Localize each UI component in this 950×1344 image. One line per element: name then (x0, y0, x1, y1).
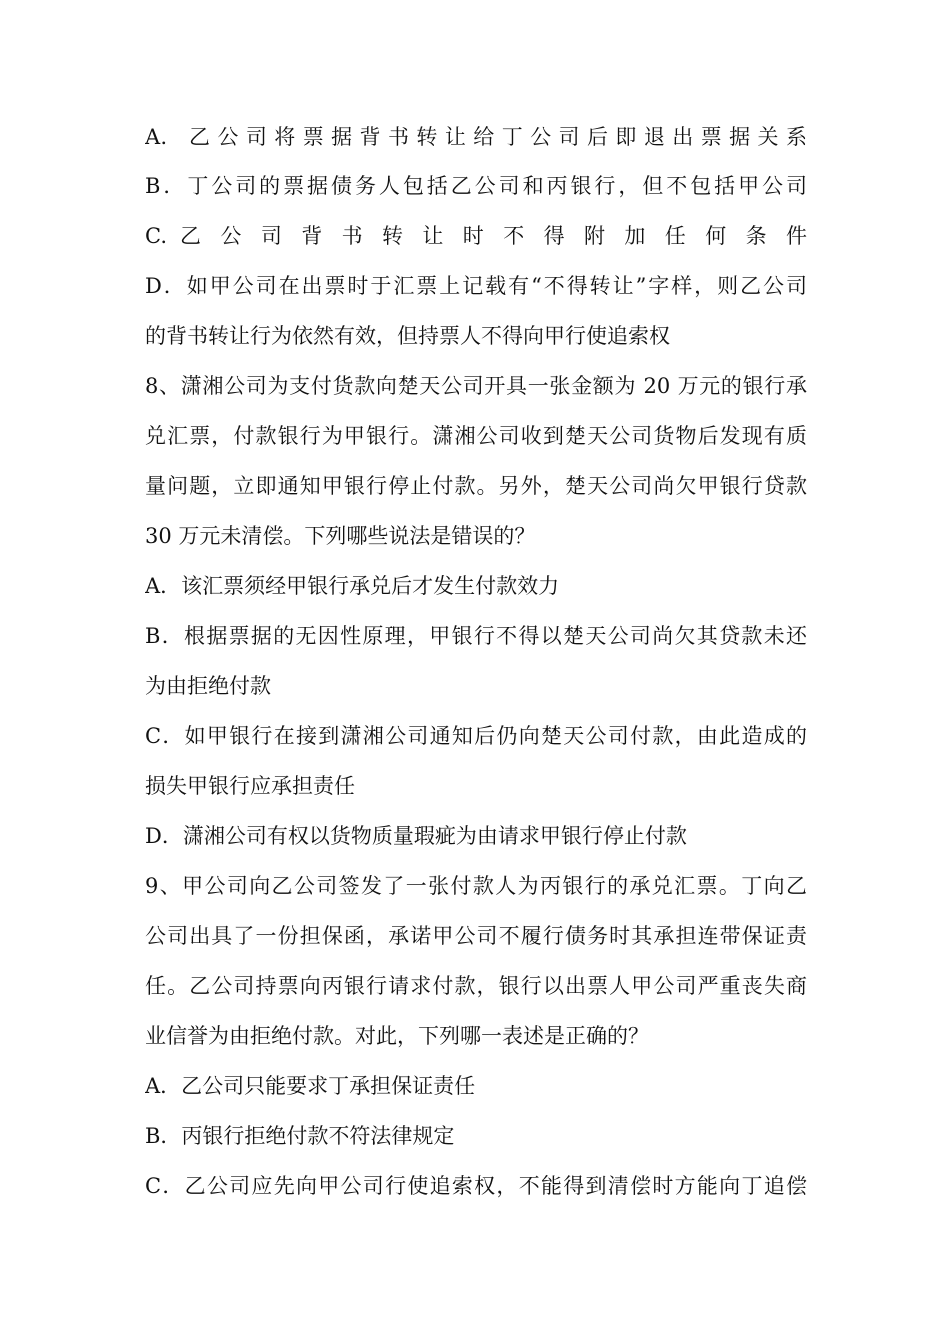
q8-option-c: C．如甲银行在接到潇湘公司通知后仍向楚天公司付款，由此造成的 (145, 724, 807, 748)
option-c-line: C. 乙 公 司 背 书 转 让 时 不 得 附 加 任 何 条 件 (145, 224, 807, 248)
q9-option-b: B．丙银行拒绝付款不符法律规定 (145, 1124, 455, 1148)
option-d-line: D．如甲公司在出票时于汇票上记载有“不得转让”字样，则乙公司 (145, 274, 807, 298)
q8-option-a: A．该汇票须经甲银行承兑后才发生付款效力 (145, 574, 560, 598)
q9-option-a: A．乙公司只能要求丁承担保证责任 (145, 1074, 476, 1098)
question-9-line-4: 业信誉为由拒绝付款。对此，下列哪一表述是正确的？ (145, 1024, 649, 1048)
q8-option-c-continuation: 损失甲银行应承担责任 (145, 774, 355, 798)
question-8-line-2: 兑汇票，付款银行为甲银行。潇湘公司收到楚天公司货物后发现有质 (145, 424, 807, 448)
option-b-line: B．丁公司的票据债务人包括乙公司和丙银行，但不包括甲公司 (145, 174, 807, 198)
q8-option-b-continuation: 为由拒绝付款 (145, 674, 271, 698)
question-9-line-2: 公司出具了一份担保函，承诺甲公司不履行债务时其承担连带保证责 (145, 924, 807, 948)
question-8-line-3: 量问题，立即通知甲银行停止付款。另外，楚天公司尚欠甲银行贷款 (145, 474, 807, 498)
question-8-line-1: 8、潇湘公司为支付货款向楚天公司开具一张金额为 20 万元的银行承 (145, 374, 807, 398)
option-d-continuation: 的背书转让行为依然有效，但持票人不得向甲行使追索权 (145, 324, 670, 348)
question-9-line-1: 9、甲公司向乙公司签发了一张付款人为丙银行的承兑汇票。丁向乙 (145, 874, 807, 898)
q8-option-b: B．根据票据的无因性原理，甲银行不得以楚天公司尚欠其贷款未还 (145, 624, 807, 648)
question-8-line-4: 30 万元未清偿。下列哪些说法是错误的？ (145, 524, 536, 548)
option-a-line: A． 乙 公 司 将 票 据 背 书 转 让 给 丁 公 司 后 即 退 出 票 据 关 系 (145, 125, 807, 149)
question-9-line-3: 任。乙公司持票向丙银行请求付款，银行以出票人甲公司严重丧失商 (145, 974, 807, 998)
q8-option-d: D．潇湘公司有权以货物质量瑕疵为由请求甲银行停止付款 (145, 824, 687, 848)
q9-option-c: C．乙公司应先向甲公司行使追索权，不能得到清偿时方能向丁追偿 (145, 1174, 807, 1198)
